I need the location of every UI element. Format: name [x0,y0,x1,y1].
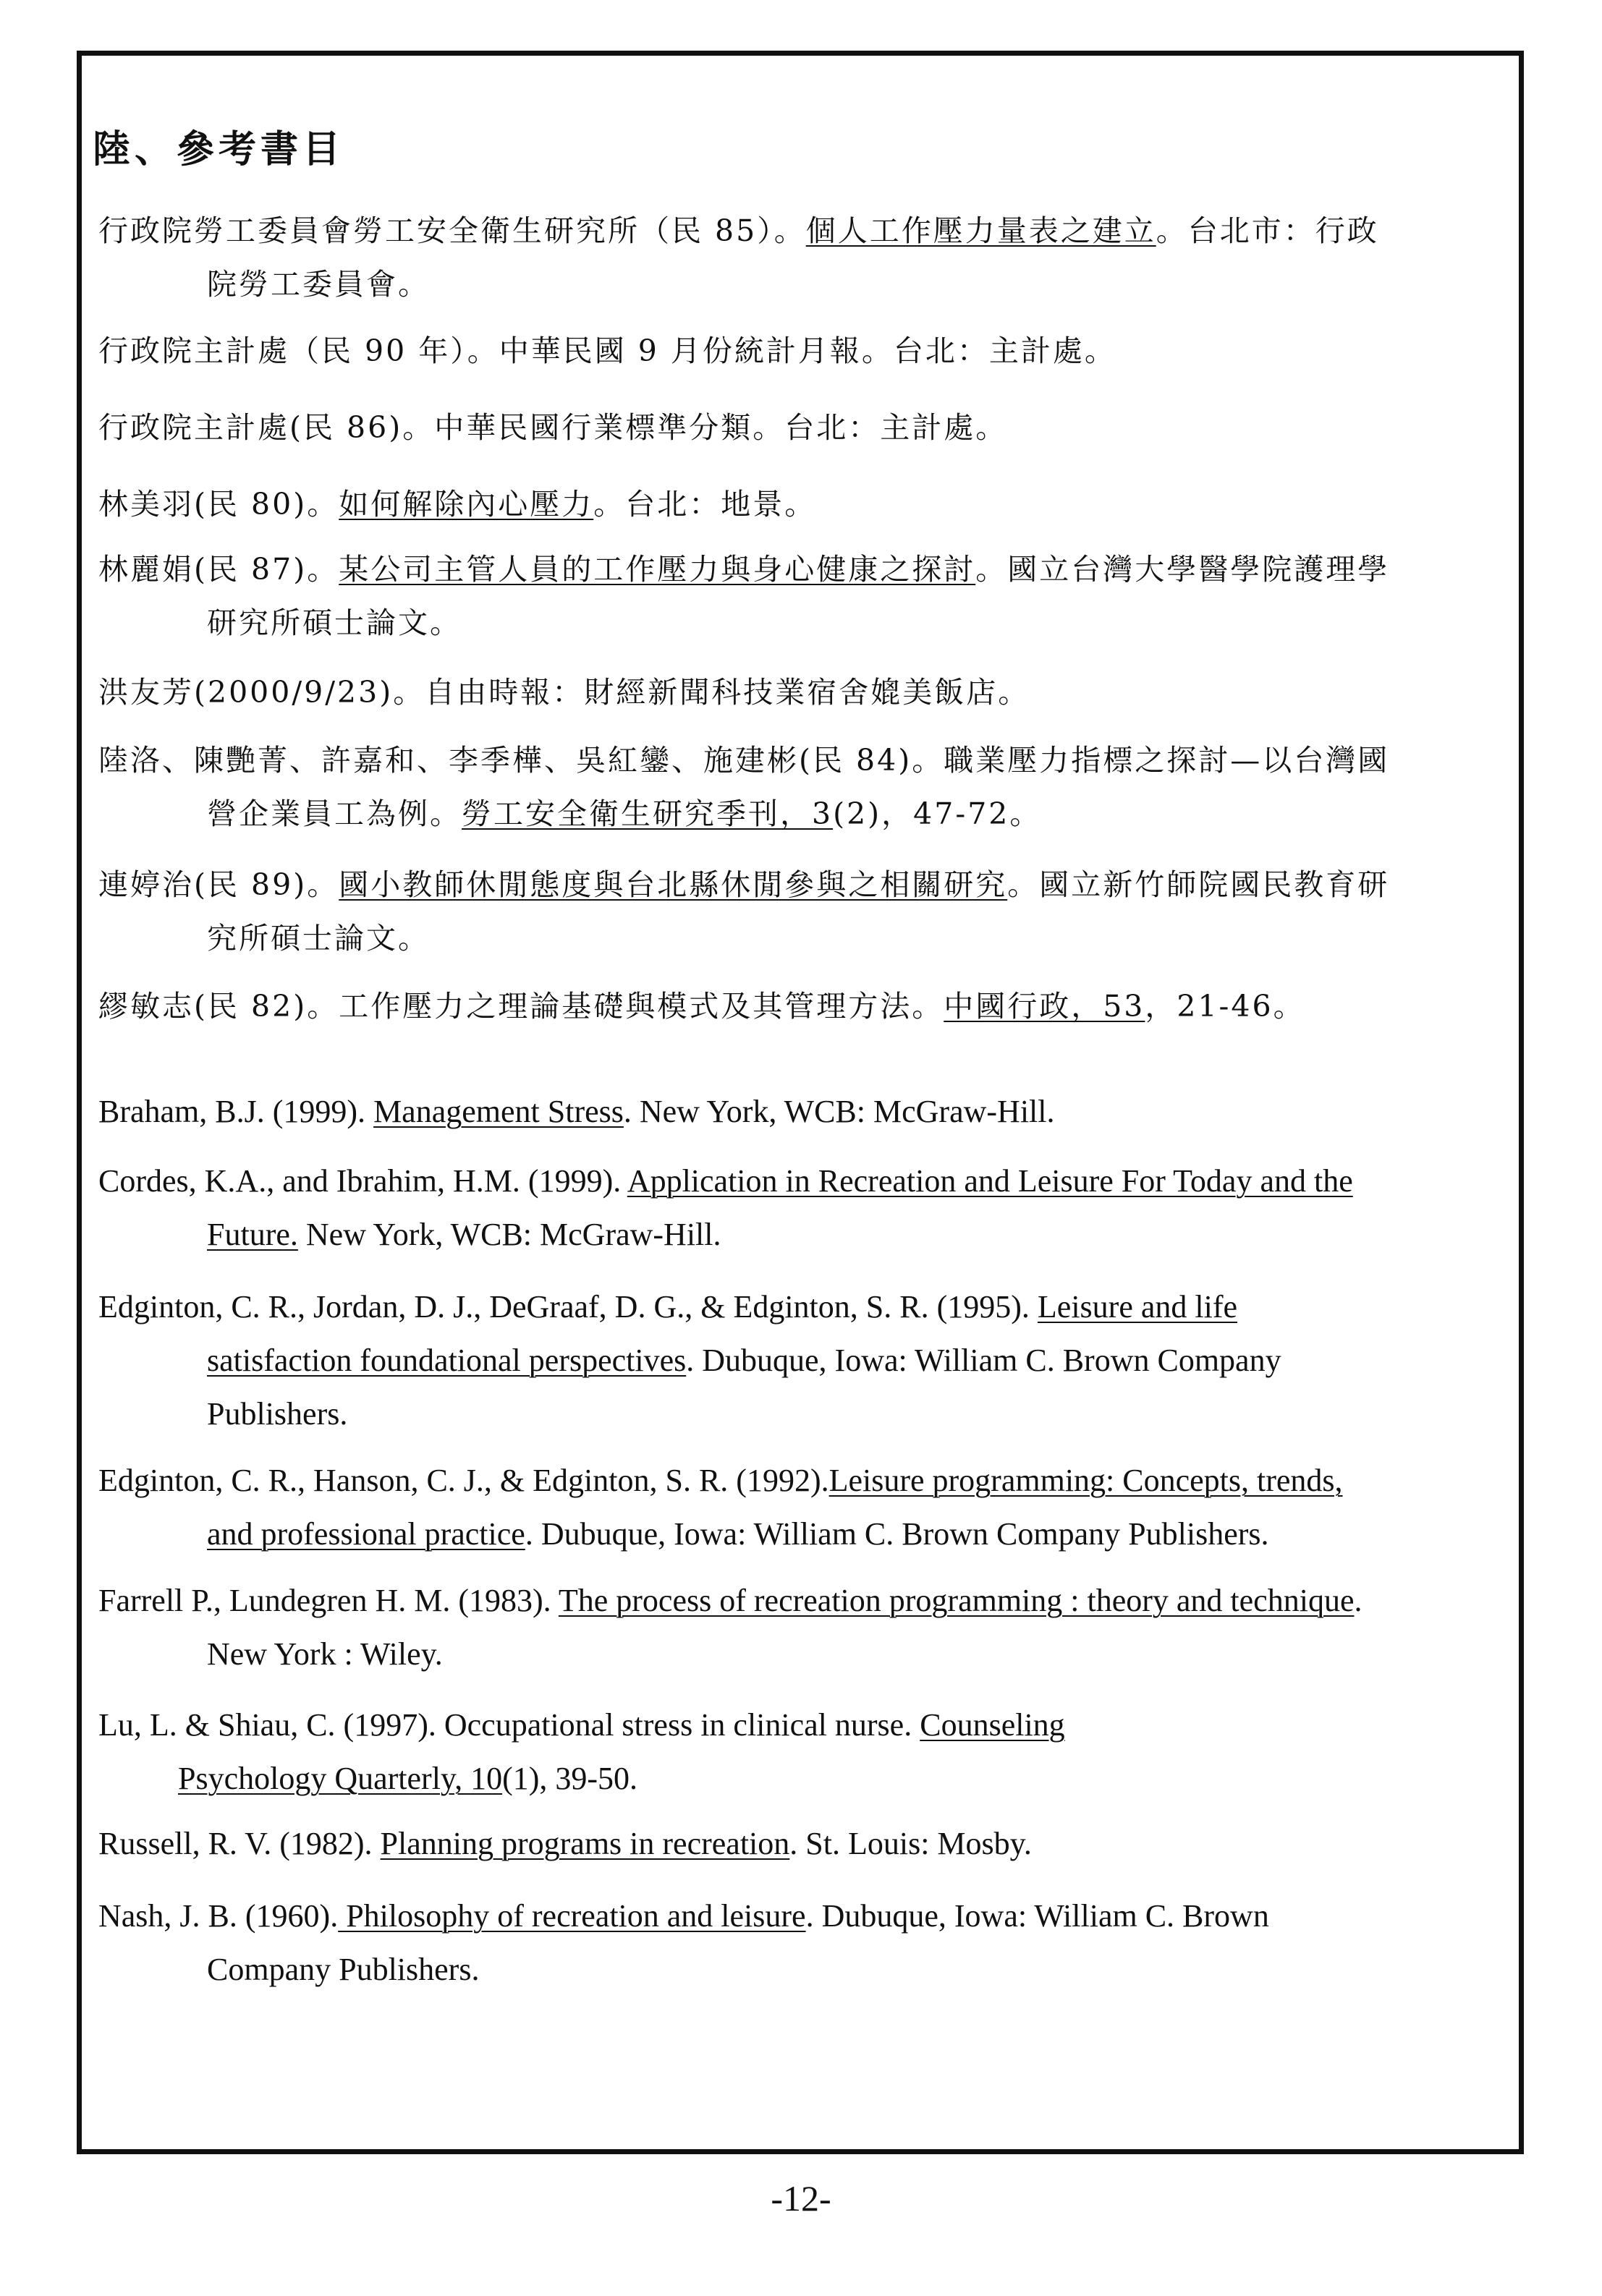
reference-item: Braham, B.J. (1999). Management Stress. New York, WCB: McGraw-Hill. [98,1094,1055,1129]
reference-item: 陸洛、陳艷菁、許嘉和、李季樺、吳紅鑾、施建彬(民 84)。職業壓力指標之探討—以台灣國 營企業員工為例。勞工安全衛生研究季刊，3(2)，47-72。 [98,743,1390,831]
reference-item: Nash, J. B. (1960). Philosophy of recreation and leisure. Dubuque, Iowa: William C. Brown Company Publishers. [98,1898,1269,1987]
reference-journal: 中國行政，53 [944,989,1145,1024]
reference-title: satisfaction foundational perspectives [207,1343,687,1378]
reference-item: 行政院主計處(民 86)。中華民國行業標準分類。台北：主計處。 [98,410,1008,445]
page-number: -12- [771,2178,831,2219]
reference-item: Russell, R. V. (1982). Planning programs in recreation. St. Louis: Mosby. [98,1826,1032,1861]
reference-title: Leisure programming: Concepts, trends, [828,1463,1343,1498]
reference-item: Edginton, C. R., Jordan, D. J., DeGraaf, D. G., & Edginton, S. R. (1995). Leisure and life satisfaction foundational perspectives. Dubuque, Iowa: William C. Brown Company Publishers. [98,1289,1281,1432]
reference-item: Lu, L. & Shiau, C. (1997). Occupational stress in clinical nurse. Counseling Psychology Quarterly, 10(1), 39-50. [98,1707,1065,1796]
reference-item: 繆敏志(民 82)。工作壓力之理論基礎與模式及其管理方法。中國行政，53，21-46。 [98,989,1305,1024]
reference-item: 林美羽(民 80)。如何解除內心壓力。台北：地景。 [98,487,817,522]
reference-item: 行政院勞工委員會勞工安全衛生研究所（民 85）。個人工作壓力量表之建立。台北市：行政 院勞工委員會。 [98,213,1379,302]
reference-journal: Counseling [920,1707,1065,1743]
reference-item: Farrell P., Lundegren H. M. (1983). The process of recreation programming : theory and technique. New York : Wiley. [98,1583,1362,1672]
reference-item: 行政院主計處（民 90 年）。中華民國 9 月份統計月報。台北：主計處。 [98,333,1116,368]
section-heading: 陸、參考書目 [93,127,345,171]
reference-title: Future. [207,1217,298,1252]
reference-title: 如何解除內心壓力 [339,487,594,522]
reference-title: 國小教師休閒態度與台北縣休閒參與之相關研究 [339,867,1008,902]
reference-title: Leisure and life [1037,1289,1238,1325]
reference-title: Planning programs in recreation [380,1826,790,1861]
reference-item: Cordes, K.A., and Ibrahim, H.M. (1999). Application in Recreation and Leisure For Today and the Future. New York, WCB: McGraw-Hill. [98,1163,1353,1252]
reference-title: Application in Recreation and Leisure For Today and the [627,1163,1353,1199]
reference-title: 個人工作壓力量表之建立 [805,213,1156,248]
reference-title: The process of recreation programming : theory and technique [558,1583,1355,1618]
reference-item: 林麗娟(民 87)。某公司主管人員的工作壓力與身心健康之探討。國立台灣大學醫學院護理學 研究所碩士論文。 [98,552,1390,640]
reference-item: Edginton, C. R., Hanson, C. J., & Edginton, S. R. (1992).Leisure programming: Concepts, trends, and professional practice. Dubuque, Iowa: William C. Brown Company Publishers. [98,1463,1343,1552]
reference-journal: Psychology Quarterly, 10 [178,1761,503,1796]
reference-title: and professional practice [207,1516,525,1552]
reference-title: Management Stress [373,1094,624,1129]
reference-item: 連婷治(民 89)。國小教師休閒態度與台北縣休閒參與之相關研究。國立新竹師院國民教育研 究所碩士論文。 [98,867,1390,956]
reference-title: Philosophy of recreation and leisure [338,1898,806,1934]
reference-journal: 勞工安全衛生研究季刊，3 [462,796,834,831]
reference-item: 洪友芳(2000/9/23)。自由時報：財經新聞科技業宿舍媲美飯店。 [98,675,1030,710]
reference-title: 某公司主管人員的工作壓力與身心健康之探討 [339,552,976,587]
